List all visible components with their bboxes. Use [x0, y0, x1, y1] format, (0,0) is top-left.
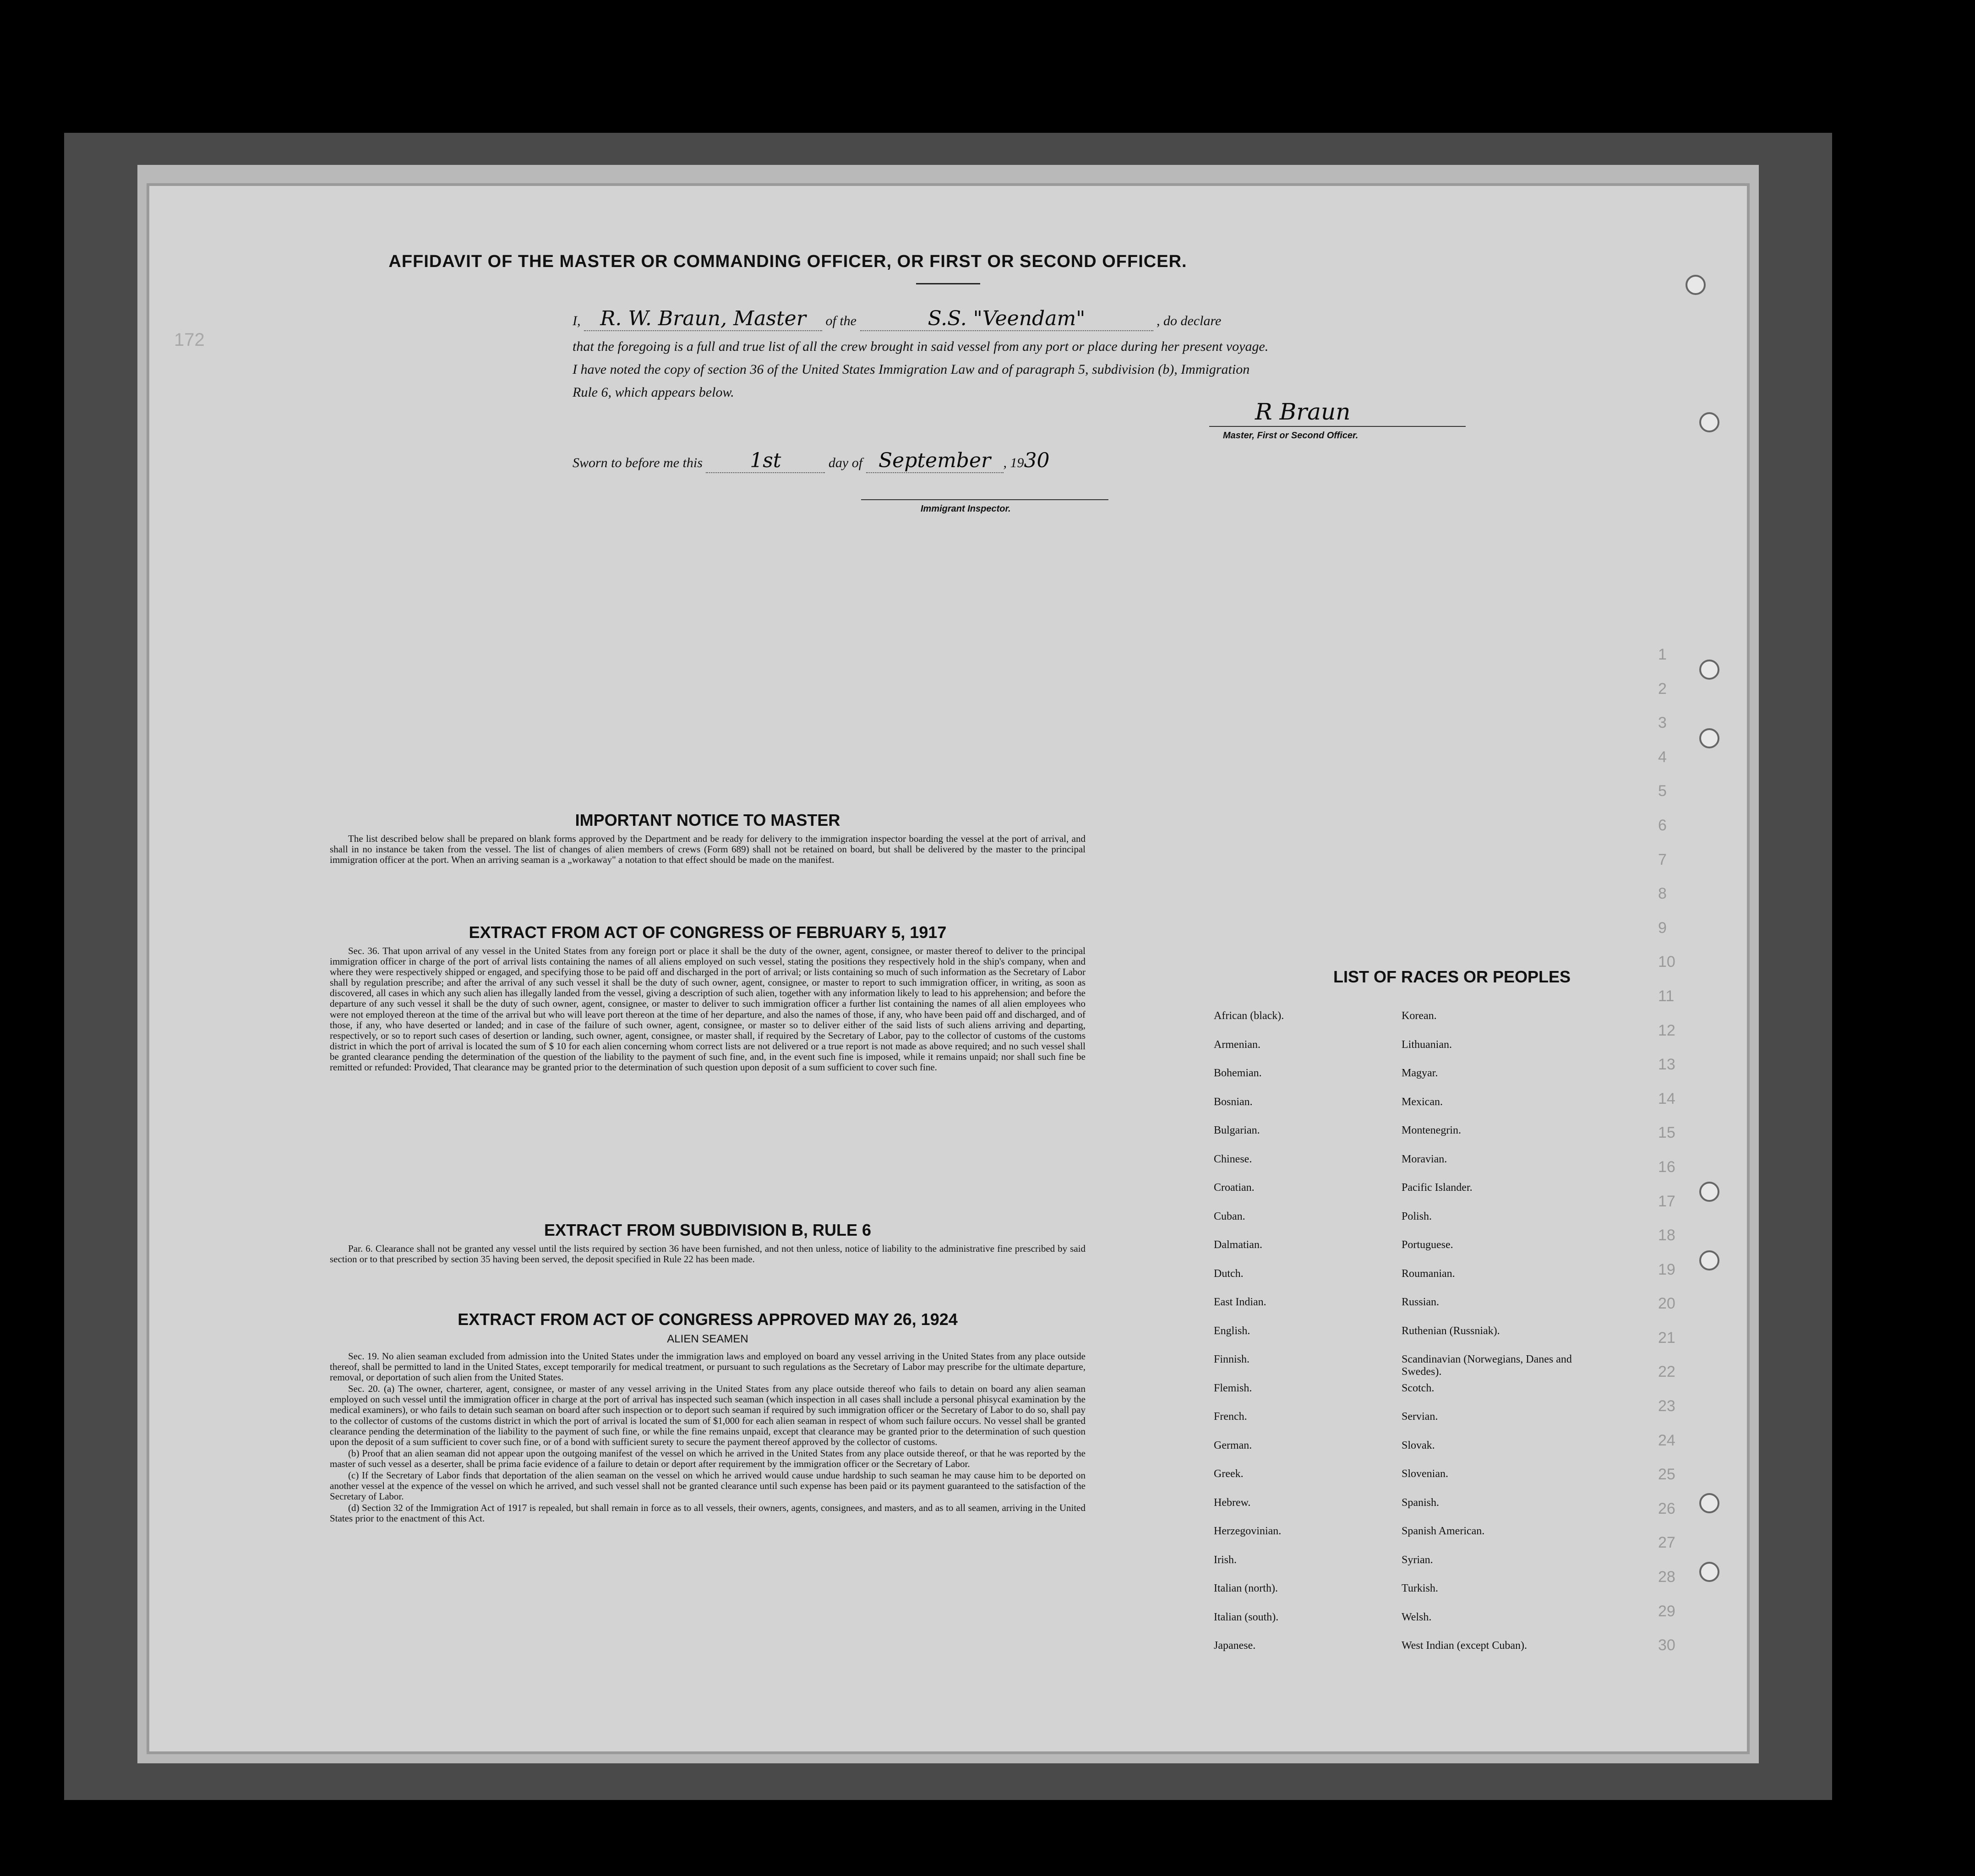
sworn-day-of: day of	[828, 455, 863, 470]
race-item: Croatian.	[1214, 1182, 1255, 1194]
race-item: Herzegovinian.	[1214, 1525, 1282, 1537]
row-number: 9	[1658, 919, 1667, 937]
title-rule	[916, 283, 980, 284]
row-number: 13	[1658, 1056, 1675, 1074]
race-item: Dalmatian.	[1214, 1239, 1262, 1251]
binder-hole	[1699, 1562, 1719, 1582]
master-name-handwritten: R. W. Braun, Master	[584, 307, 822, 331]
row-number: 30	[1658, 1636, 1675, 1654]
vessel-name-handwritten: S.S. "Veendam"	[860, 307, 1153, 331]
sworn-month-handwritten: September	[866, 449, 1004, 473]
sworn-year-prefix: , 19	[1003, 455, 1024, 470]
row-number: 23	[1658, 1397, 1675, 1415]
row-number: 28	[1658, 1568, 1675, 1586]
extract-rule6-text	[330, 1243, 1086, 1265]
notice-title: IMPORTANT NOTICE TO MASTER	[575, 811, 840, 829]
binder-hole	[1699, 412, 1719, 432]
row-number: 14	[1658, 1090, 1675, 1107]
inspector-signature-line	[861, 499, 1108, 500]
row-number: 10	[1658, 953, 1675, 971]
binder-hole	[1699, 1493, 1719, 1513]
row-number: 12	[1658, 1021, 1675, 1039]
races-right-column	[1402, 1010, 1594, 1669]
race-item: Bosnian.	[1214, 1096, 1253, 1108]
race-item: Korean.	[1402, 1010, 1437, 1022]
extract-1917-title: EXTRACT FROM ACT OF CONGRESS OF FEBRUARY 5, 1917	[469, 923, 947, 942]
binder-hole	[1699, 1182, 1719, 1202]
row-number: 27	[1658, 1534, 1675, 1552]
sworn-line	[573, 449, 1351, 473]
manifest-page	[147, 183, 1750, 1754]
affidavit-line-3: I have noted the copy of section 36 of the United States Immigration Law and of paragraph 5, subdivision (b), Immigration	[573, 362, 1250, 377]
race-item: Turkish.	[1402, 1582, 1438, 1594]
signature-caption: Master, First or Second Officer.	[1223, 431, 1358, 441]
row-number: 21	[1658, 1329, 1675, 1347]
race-item: Magyar.	[1402, 1067, 1438, 1079]
race-item: Pacific Islander.	[1402, 1182, 1473, 1194]
row-number: 25	[1658, 1466, 1675, 1483]
race-item: East Indian.	[1214, 1296, 1266, 1308]
row-number: 3	[1658, 714, 1667, 732]
extract-1924-sec19: Sec. 19. No alien seaman excluded from admission into the United States under the immigration laws and employed on board any vessel arriving in the United States from any place outside thereof, shall be permitted to land in the United States, except temporarily for medical treatment, or pursuant to such regulations as the Secretary of Labor may prescribe for the ultimate departure, removal, or deportation of such alien from the United States.	[330, 1351, 1086, 1383]
race-item: Slovenian.	[1402, 1468, 1448, 1480]
master-signature: R Braun	[1255, 398, 1351, 425]
row-number: 19	[1658, 1260, 1675, 1278]
notice-text	[330, 834, 1086, 866]
notice-paragraph: The list described below shall be prepared on blank forms approved by the Department and be ready for delivery to the immigration inspector boarding the vessel at the port of arrival, and shall in no instance be taken from the vessel. The list of changes of alien members of crews (Form 689) shall not be retained on board, but shall be delivered by the master to the principal immigration officer at the port. When an arriving seaman is a „workaway" a notation to that effect should be made on the manifest.	[330, 833, 1086, 866]
sworn-year-handwritten: 30	[1024, 449, 1050, 472]
affidavit-line-4: Rule 6, which appears below.	[573, 385, 734, 400]
row-number: 1	[1658, 646, 1667, 663]
race-item: Mexican.	[1402, 1096, 1443, 1108]
row-number: 26	[1658, 1500, 1675, 1517]
race-item: Flemish.	[1214, 1382, 1252, 1394]
race-item: Japanese.	[1214, 1640, 1256, 1652]
race-item: Greek.	[1214, 1468, 1244, 1480]
extract-1924-text	[330, 1351, 1086, 1525]
binder-hole	[1699, 1250, 1719, 1271]
race-item: West Indian (except Cuban).	[1402, 1640, 1527, 1652]
extract-rule6-paragraph: Par. 6. Clearance shall not be granted any vessel until the lists required by section 36 have been furnished, and not then unless, notice of liability to the administrative fine prescribed by said section or to that prescribed by section 35 having been served, the deposit specified in Rule 22 has been made.	[330, 1243, 1086, 1265]
row-number: 16	[1658, 1158, 1675, 1176]
extract-rule6-title: EXTRACT FROM SUBDIVISION B, RULE 6	[544, 1221, 872, 1239]
race-item: Bohemian.	[1214, 1067, 1262, 1079]
row-number: 17	[1658, 1192, 1675, 1210]
race-item: Cuban.	[1214, 1210, 1245, 1222]
row-number: 5	[1658, 782, 1667, 800]
row-number: 8	[1658, 885, 1667, 903]
race-item: Moravian.	[1402, 1153, 1447, 1165]
race-item: Spanish.	[1402, 1496, 1440, 1509]
binder-hole	[1699, 728, 1719, 748]
extract-1924-sec20d: (d) Section 32 of the Immigration Act of 1917 is repealed, but shall remain in force as to all vessels, their owners, agents, consignees, and masters, and as to all seamen, arriving in the United States prior to the enactment of this Act.	[330, 1502, 1086, 1524]
race-item: Montenegrin.	[1402, 1124, 1461, 1136]
race-item: French.	[1214, 1411, 1247, 1423]
row-number: 6	[1658, 816, 1667, 834]
row-number-column	[1658, 646, 1675, 1671]
race-item: Slovak.	[1402, 1439, 1435, 1451]
race-item: Portuguese.	[1402, 1239, 1453, 1251]
affidavit-line-1	[573, 307, 1489, 331]
row-number: 4	[1658, 748, 1667, 766]
line1-of-the: of the	[825, 313, 857, 328]
race-item: Polish.	[1402, 1210, 1432, 1222]
affidavit-line-2: that the foregoing is a full and true list of all the crew brought in said vessel from any port or place during her present voyage.	[573, 339, 1269, 354]
extract-1917-paragraph: Sec. 36. That upon arrival of any vessel in the United States from any foreign port or place it shall be the duty of the owner, agent, consignee, or master thereof to deliver to the principal immigration officer in charge of the port of arrival lists containing the names of all aliens employed on such vessel, stating the positions they respectively hold in the ship's company, when and where they were respectively shipped or engaged, and specifying those to be paid off and discharged in the port of arrival; or lists containing so much of such information as the Secretary of Labor shall by regulation prescribe; and after the arrival of any such vessel it shall be the duty of such owner, agent, consignee, or master to report to such immigration officer, in writing, as soon as discovered, all cases in which any such alien has illegally landed from the vessel, giving a description of such alien, together with any information likely to lead to his apprehension; and before the departure of any such vessel it shall be the duty of such owner, agent, consignee, or master to deliver to such immigration officer a further list containing the names of all alien employees who were not employed thereon at the time of the arrival but who will leave port thereon at the time of her departure, and also the names of those, if any, who have been paid off and discharged, and of those, if any, who have deserted or landed; and in case of the failure of such owner, agent, consignee, or master so to deliver either of the said lists of such aliens arriving and departing, respectively, or so to report such cases of desertion or landing, such owner, agent, consignee, or master shall, if required by the Secretary of Labor, pay to the collector of customs of the customs district in which the port of arrival is located the sum of $ 10 for each alien concerning whom correct lists are not delivered or a true report is not made as above required; and no such vessel shall be granted clearance pending the determination of the question of the liability to the payment of such fine, and, in the event such fine is imposed, while it remains unpaid; nor shall such fine be remitted or refunded: Provided, That clearance may be granted prior to the determination of such question upon deposit of a sum sufficient to cover such fine.	[330, 945, 1086, 1073]
races-title: LIST OF RACES OR PEOPLES	[1333, 967, 1571, 986]
row-number: 18	[1658, 1227, 1675, 1244]
row-number: 11	[1658, 987, 1675, 1005]
race-item: Servian.	[1402, 1411, 1438, 1423]
race-item: African (black).	[1214, 1010, 1284, 1022]
extract-1924-title: EXTRACT FROM ACT OF CONGRESS APPROVED MAY 26, 1924	[458, 1310, 958, 1329]
race-item: Italian (south).	[1214, 1611, 1279, 1623]
race-item: Ruthenian (Russniak).	[1402, 1325, 1500, 1337]
row-number: 15	[1658, 1124, 1675, 1142]
binder-hole	[1686, 275, 1706, 295]
race-item: Hebrew.	[1214, 1496, 1251, 1509]
race-item: Italian (north).	[1214, 1582, 1278, 1594]
line1-prefix: I,	[573, 313, 581, 328]
row-number: 29	[1658, 1602, 1675, 1620]
line1-suffix: , do declare	[1157, 313, 1222, 328]
affidavit-title: AFFIDAVIT OF THE MASTER OR COMMANDING OFFICER, OR FIRST OR SECOND OFFICER.	[388, 252, 1187, 271]
races-left-column	[1214, 1010, 1388, 1669]
race-item: Roumanian.	[1402, 1267, 1455, 1280]
extract-1924-subtitle: ALIEN SEAMEN	[667, 1333, 748, 1345]
race-item: German.	[1214, 1439, 1252, 1451]
race-item: Scotch.	[1402, 1382, 1435, 1394]
race-item: Dutch.	[1214, 1267, 1244, 1280]
race-item: Finnish.	[1214, 1353, 1250, 1365]
row-number: 22	[1658, 1363, 1675, 1381]
row-number: 7	[1658, 851, 1667, 868]
race-item: Lithuanian.	[1402, 1038, 1452, 1051]
binder-hole	[1699, 660, 1719, 680]
race-item: Irish.	[1214, 1554, 1237, 1566]
race-item: Syrian.	[1402, 1554, 1433, 1566]
extract-1924-sec20a: Sec. 20. (a) The owner, charterer, agent, consignee, or master of any vessel arriving in the United States from any place outside thereof who fails to detain on board any alien seaman employed on such vessel until the immigration officer in charge at the port of arrival has inspected such seaman (which inspection in all cases shall include a personal phisycal examination by the medical examiners), or who fails to detain such seaman on board after such inspection or to deport such seaman if required by such immigration officer or the Secretary of Labor to do so, shall pay to the collector of customs of the customs district in which the port of arrival is located the sum of $1,000 for each alien seaman in respect of whom such failure occurs. No vessel shall be granted clearance pending the determination of the liability to the payment of such fine, or while the fine remains unpaid, except that clearance may be granted prior to the determination of such question upon the deposit of a sum sufficient to cover such fine, or of a bond with sufficient surety to secure the payment thereof approved by the collector of customs.	[330, 1383, 1086, 1447]
row-number: 2	[1658, 680, 1667, 698]
race-item: Russian.	[1402, 1296, 1440, 1308]
row-number: 24	[1658, 1431, 1675, 1449]
row-number: 20	[1658, 1295, 1675, 1313]
race-item: Bulgarian.	[1214, 1124, 1260, 1136]
inspector-caption: Immigrant Inspector.	[921, 504, 1011, 514]
sworn-day-handwritten: 1st	[706, 449, 825, 473]
race-item: Welsh.	[1402, 1611, 1432, 1623]
extract-1924-sec20c: (c) If the Secretary of Labor finds that deportation of the alien seaman on the vessel on which he arrived would cause undue hardship to such seaman he may cause him to be deported on another vessel at the expence of the vessel on which he arrived, and such vessel shall not be granted clearance until such expense has been paid or its payment guaranteed to the satisfaction of the Secretary of Labor.	[330, 1470, 1086, 1502]
race-item: Armenian.	[1214, 1038, 1260, 1051]
margin-number: 172	[174, 330, 205, 350]
race-item: Scandinavian (Norwegians, Danes and Swedes).	[1402, 1353, 1572, 1378]
race-item: Spanish American.	[1402, 1525, 1485, 1537]
extract-1924-sec20b: (b) Proof that an alien seaman did not appear upon the outgoing manifest of the vessel on which he arrived in the United States from any place outside thereof, or that he was reported by the master of such vessel as a deserter, shall be prima facie evidence of a failure to detain or deport after requirement by the immigration officer or the Secretary of Labor.	[330, 1447, 1086, 1469]
race-item: English.	[1214, 1325, 1250, 1337]
extract-1917-text	[330, 946, 1086, 1074]
signature-line	[1209, 426, 1466, 427]
race-item: Chinese.	[1214, 1153, 1252, 1165]
sworn-prefix: Sworn to before me this	[573, 455, 703, 470]
